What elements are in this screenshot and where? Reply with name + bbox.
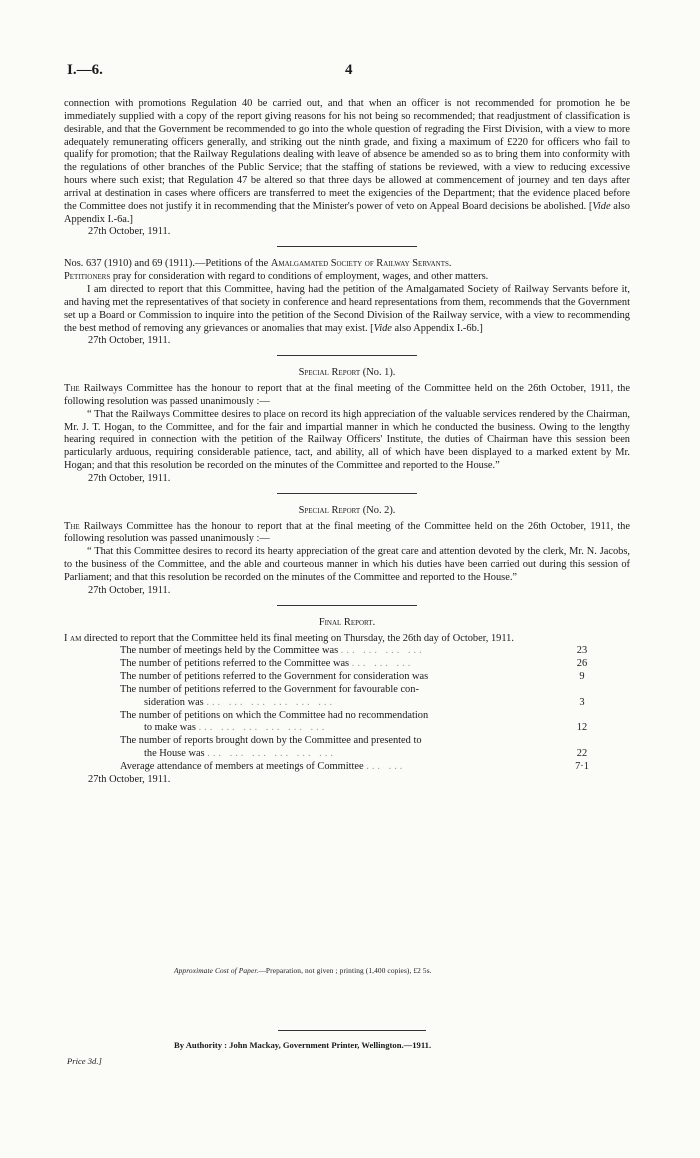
stat-row: The number of petitions referred to the Government for consideration was 9 (120, 671, 600, 684)
petition-report: I am directed to report that this Committee, having had the petition of the Amalgamated Society of Railway Servants before it, and having met the representatives of that society in conference and heard representations from them, recommends that the Government set up a Board or Commission to inquire into the petition of the Second Division of the Railway service, with a view to recommending the best method of removing any grievances or anomalies that may exist. [Vide also Appendix I.-6b.] (64, 283, 630, 334)
final-report-heading: Final Report. (318, 616, 376, 628)
date-line: 27th October, 1911. (88, 335, 171, 347)
stat-value: 9 (579, 671, 585, 683)
stat-row: The number of meetings held by the Committee was ... ... ... ... 23 (120, 645, 600, 658)
special-report-1-resolution: “ That the Railways Committee desires to place on record its high appreciation of the valuable services rendered by the Chairman, Mr. J. T. Hogan, to the Committee, and for the fair and impartial manner in which he conducted the business. Owing to the lengthy hearing required in connection with the petition of the Railway Officers' Institute, the duties of Chairman have this session been particularly arduous, requiring considerable patience, tact, and ability, all of which have been displayed to a marked extent by Mr. Hogan; and that this resolution be recorded on the minutes of the Committee and reported to the House.” (64, 408, 630, 472)
continuation-paragraph: connection with promotions Regulation 40 be carried out, and that when an officer is not recommended for promotion he be immediately supplied with a copy of the report giving reasons for his not being so recommended; that readjustment of classification is desirable, and that the Government be recommended to go into the whole question of regrading the First Division, with a view to more adequately remunerating officers generally, and striking out the ninth grade, and fixing a maximum of £220 for officers who fail to qualify for promotion; that the Railway Regulations dealing with leave of absence be amended so as to bring them into conformity with the regulations of other branches of the Public Service; that the staffing of stations be reviewed, with a view to reducing excessive hours where such exist; that Regulation 47 be altered so that three days be allowed at commencement of journey and ten days after arrival at destination in cases where officers are transferred to meet the exigencies of the Department; that the evidence placed before the Committee does not justify it in recommending that the Minister's power of veto on Appeal Board decisions be abolished. [Vide also Appendix I.-6a.] (64, 98, 630, 225)
stat-value: 12 (576, 722, 588, 734)
section-divider (277, 355, 417, 356)
printer-authority: By Authority : John Mackay, Government Printer, Wellington.—1911. (174, 1040, 432, 1050)
petition-prayer: Petitioners pray for consideration with regard to conditions of employment, wages, and other matters. (64, 271, 489, 283)
stat-value: 26 (576, 658, 588, 670)
petition-heading: Nos. 637 (1910) and 69 (1911).—Petitions of the Amalgamated Society of Railway Servants. (64, 258, 452, 270)
special-report-2-intro: The Railways Committee has the honour to report that at the final meeting of the Committee held on the 26th October, 1911, the following resolution was passed unanimously :— (64, 520, 630, 545)
page-number: 4 (345, 62, 353, 78)
final-report-intro: I am directed to report that the Committee held its final meeting on Thursday, the 26th day of October, 1911. (64, 632, 514, 644)
date-line: 27th October, 1911. (88, 584, 171, 596)
section-divider (277, 493, 417, 494)
stat-value: 7·1 (575, 760, 589, 772)
cost-of-paper-note: Approximate Cost of Paper.—Preparation, not given ; printing (1,400 copies), £2 5s. (174, 966, 432, 975)
stat-value: 23 (576, 645, 588, 657)
stat-value: 22 (576, 748, 588, 760)
special-report-2-resolution: “ That this Committee desires to record its hearty appreciation of the great care and attention devoted by the clerk, Mr. N. Jacobs, to the business of the Committee, and the able and courteous manner in which his duties have been carried out during this session of Parliament; and that this resolution be recorded on the minutes of the Committee and reported to the House.” (64, 546, 630, 583)
footer-divider (278, 1030, 426, 1031)
price-note: Price 3d.] (67, 1056, 102, 1066)
special-report-2-heading: Special Report (No. 2). (298, 504, 396, 516)
section-divider (277, 605, 417, 606)
date-line: 27th October, 1911. (88, 472, 171, 484)
statistics-list (120, 645, 600, 773)
stat-row: The number of petitions referred to the Government for favourable con- sideration was ... ... ... ... ... ... 3 (120, 684, 600, 710)
page-header (67, 62, 627, 82)
stat-row: The number of petitions referred to the Committee was ... ... ... 26 (120, 658, 600, 671)
section-divider (277, 246, 417, 247)
special-report-1-heading: Special Report (No. 1). (298, 367, 396, 379)
stat-value: 3 (579, 696, 585, 708)
date-line: 27th October, 1911. (88, 773, 171, 785)
date-line: 27th October, 1911. (88, 226, 171, 238)
document-body (64, 98, 630, 787)
page-reference: I.—6. (67, 62, 103, 78)
stat-row: Average attendance of members at meetings of Committee ... ... 7·1 (120, 761, 600, 774)
special-report-1-intro: The Railways Committee has the honour to report that at the final meeting of the Committee held on the 26th October, 1911, the following resolution was passed unanimously :— (64, 383, 630, 407)
stat-row: The number of reports brought down by the Committee and presented to the House was ... ... ... ... ... ... 22 (120, 735, 600, 761)
stat-row: The number of petitions on which the Committee had no recommendation to make was ... ... ... ... ... ... 12 (120, 710, 600, 736)
